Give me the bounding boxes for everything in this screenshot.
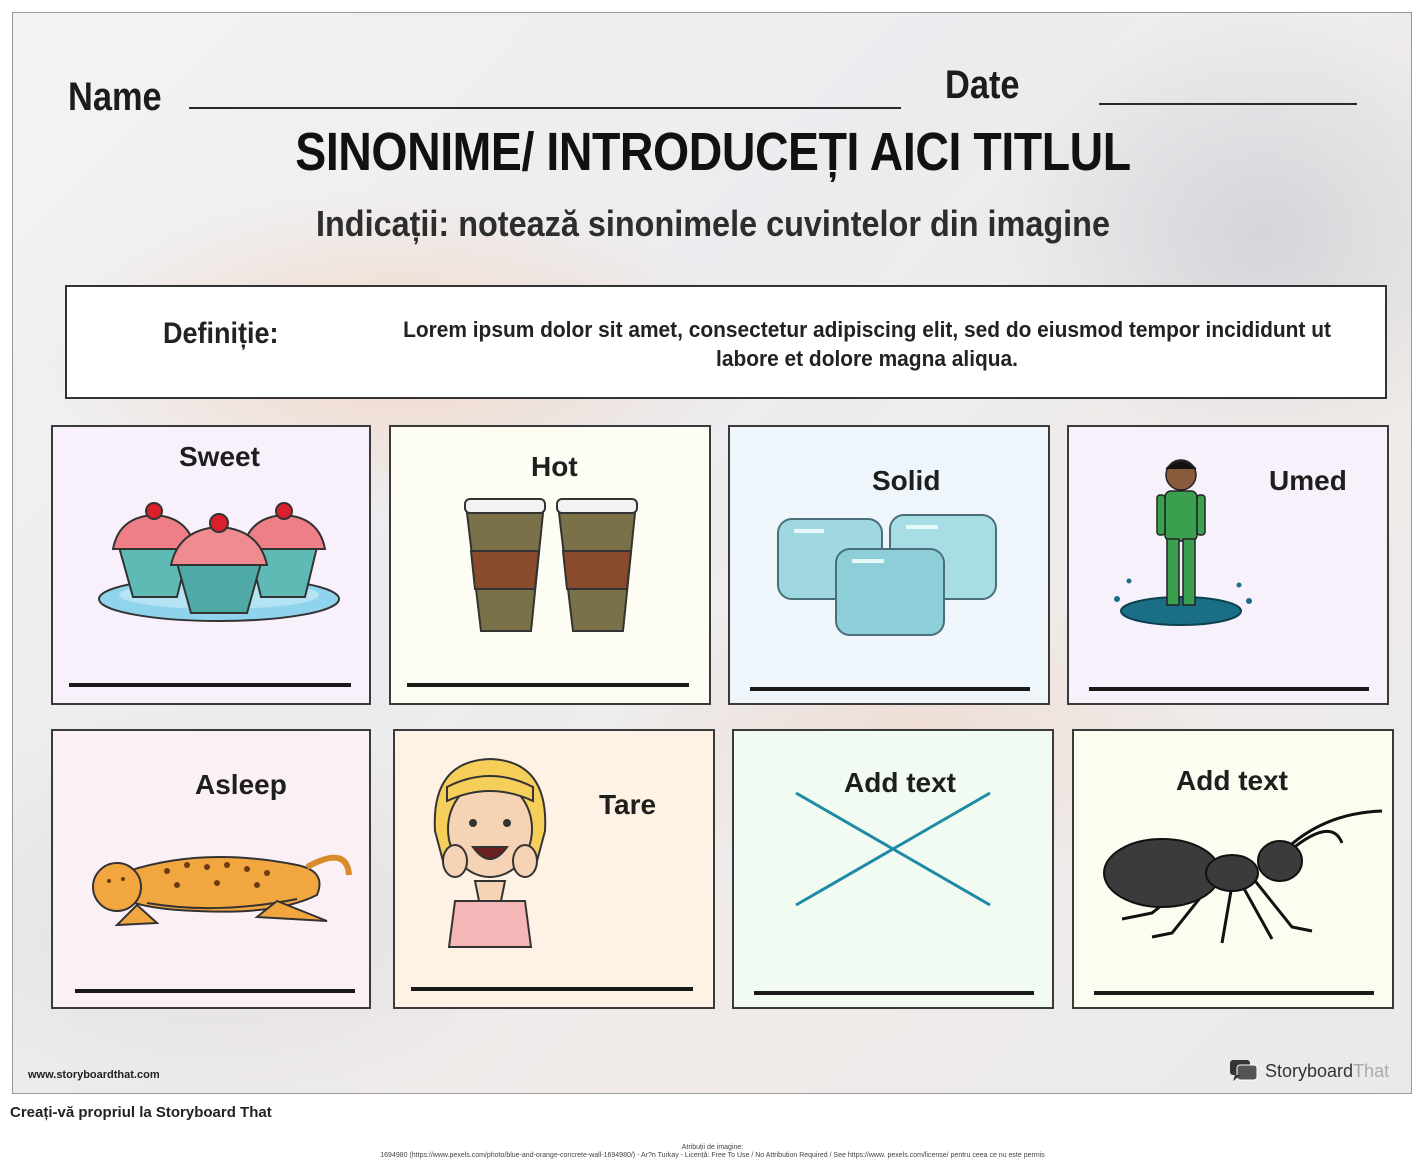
card-hot[interactable]: [389, 425, 711, 705]
card-word[interactable]: Solid: [872, 465, 941, 496]
definition-text[interactable]: Lorem ipsum dolor sit amet, consectetur adipiscing elit, sed do eiusmod tempor incididunt ut labore et dolore magna aliqua.: [403, 317, 1331, 371]
card-word[interactable]: Asleep: [195, 769, 287, 800]
logo-text-light: That: [1353, 1060, 1390, 1081]
card-sweet[interactable]: [51, 425, 371, 705]
worksheet: [12, 12, 1412, 1094]
answer-line[interactable]: [75, 989, 355, 993]
card-solid[interactable]: [728, 425, 1050, 705]
card-asleep[interactable]: [51, 729, 371, 1009]
card-add-text-1[interactable]: [732, 729, 1054, 1009]
name-label: Name: [68, 75, 162, 119]
date-label: Date: [945, 63, 1020, 107]
answer-line[interactable]: [754, 991, 1034, 995]
answer-line[interactable]: [411, 987, 693, 991]
answer-line[interactable]: [1094, 991, 1374, 995]
sleeping-cheetah-icon: [77, 825, 357, 935]
card-tare[interactable]: [393, 729, 715, 1009]
attribution-heading: Atribuții de imagine:: [681, 1144, 744, 1151]
definition-box: [65, 285, 1387, 399]
answer-line[interactable]: [1089, 687, 1369, 691]
cupcakes-icon: [89, 487, 349, 627]
logo-text: [1265, 1061, 1389, 1082]
ant-icon: [1092, 803, 1382, 953]
answer-line[interactable]: [407, 683, 689, 687]
answer-line[interactable]: [69, 683, 351, 687]
card-word[interactable]: Sweet: [179, 441, 260, 472]
card-word[interactable]: Add text: [844, 767, 956, 798]
name-line: [189, 107, 901, 109]
date-line: [1099, 103, 1357, 105]
attribution-text: 1694980 (https://www.pexels.com/photo/blue-and-orange-concrete-wall-1694980/) - Ar?n Turkay - Licență: Free To Use / No Attribution Required / See https://www. pexels.com/license/ pentru ceea ce nu este permis: [380, 1152, 1045, 1159]
card-word[interactable]: Add text: [1176, 765, 1288, 796]
answer-line[interactable]: [750, 687, 1030, 691]
card-word[interactable]: Tare: [599, 789, 657, 820]
coffee-cups-icon: [457, 493, 647, 643]
speech-bubble-logo-icon: [1229, 1059, 1259, 1083]
worksheet-subtitle[interactable]: Indicații: notează sinonimele cuvintelor din imagine: [316, 203, 1110, 244]
card-word[interactable]: Umed: [1269, 465, 1347, 496]
ice-cubes-icon: [774, 511, 1004, 641]
worksheet-title[interactable]: SINONIME/ INTRODUCEȚI AICI TITLUL: [295, 122, 1131, 182]
website-label[interactable]: www.storyboardthat.com: [28, 1069, 160, 1081]
card-umed[interactable]: [1067, 425, 1389, 705]
logo-text-dark: Storyboard: [1265, 1060, 1354, 1081]
card-add-text-2[interactable]: [1072, 729, 1394, 1009]
card-word[interactable]: Hot: [531, 451, 578, 482]
laughing-girl-icon: [425, 751, 555, 951]
storyboardthat-logo[interactable]: [1229, 1059, 1389, 1083]
placeholder-x-icon: [794, 789, 994, 909]
create-your-own-link[interactable]: Creați-vă propriul la Storyboard That: [10, 1104, 272, 1121]
definition-label: Definiție:: [163, 317, 279, 350]
boy-in-puddle-icon: [1099, 455, 1259, 635]
